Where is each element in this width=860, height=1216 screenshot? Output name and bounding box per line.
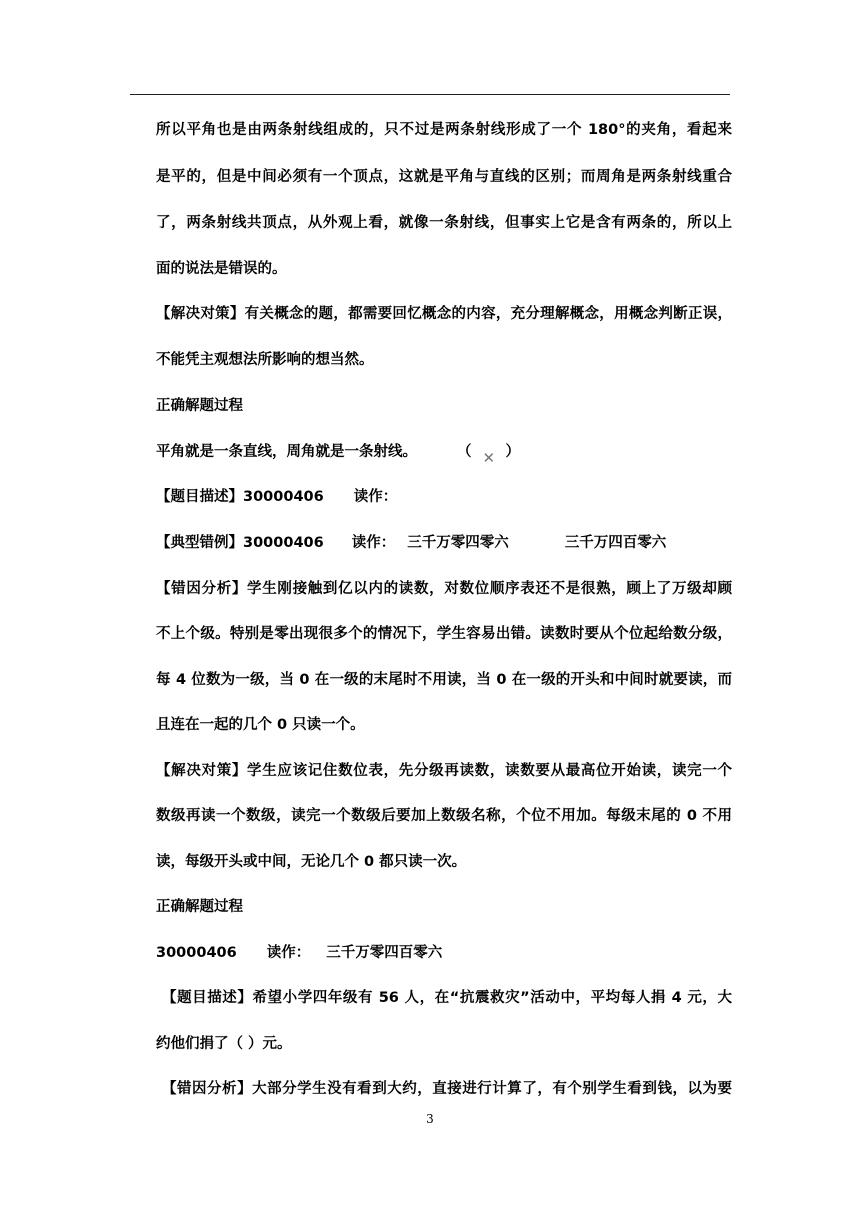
statement-text: 平角就是一条直线，周角就是一条射线。 — [156, 444, 417, 460]
mistake-label: 【典型错例】30000406 — [156, 535, 324, 551]
text-line: 了，两条射线共顶点，从外观上看，就像一条射线，但事实上它是含有两条的，所以上 — [156, 215, 732, 231]
text-line: 数级再读一个数级，读完一个数级后要加上数级名称，个位不用加。每级末尾的 0 不用 — [156, 808, 732, 824]
answer-line — [156, 943, 732, 963]
text-line: 【解决对策】有关概念的题，都需要回忆概念的内容，充分理解概念，用概念判断正误， — [156, 306, 732, 322]
read-label: 读作： — [351, 535, 396, 551]
answer-open: （ — [457, 444, 472, 460]
answer-close: ） — [505, 444, 520, 460]
text-line: 且连在一起的几个 0 只读一个。 — [156, 717, 365, 733]
text-line: 不能凭主观想法所影响的想当然。 — [156, 352, 374, 368]
text-line: 每 4 位数为一级，当 0 在一级的末尾时不用读，当 0 在一级的开头和中间时就要读，而 — [156, 672, 732, 688]
wrong-reading-2: 三千万四百零六 — [564, 535, 667, 551]
text-line: 不上个级。特别是零出现很多个的情况下，学生容易出错。读数时要从个位起给数分级， — [156, 626, 732, 642]
text-line: 【错因分析】学生刚接触到亿以内的读数，对数位顺序表还不是很熟，顾上了万级却顾 — [156, 581, 732, 597]
text-line: 所以平角也是由两条射线组成的，只不过是两条射线形成了一个 180°的夹角，看起来 — [156, 122, 732, 138]
correct-reading: 三千万零四百零六 — [326, 945, 443, 961]
read-label: 读作： — [266, 945, 311, 961]
text-line: 是平的，但是中间必须有一个顶点，这就是平角与直线的区别；而周角是两条射线重合 — [156, 169, 732, 185]
text-line: 面的说法是错误的。 — [156, 261, 287, 277]
cross-mark-icon: ✕ — [482, 449, 496, 467]
number: 30000406 — [156, 945, 237, 961]
header-rule — [130, 94, 730, 95]
text-line: 约他们捐了（ ）元。 — [156, 1036, 292, 1052]
text-line: 【解决对策】学生应该记住数位表，先分级再读数，读数要从最高位开始读，读完一个 — [156, 763, 732, 779]
text-line: 【错因分析】大部分学生没有看到大约，直接进行计算了，有个别学生看到钱，以为要 — [162, 1081, 732, 1097]
mistake-line — [156, 533, 732, 553]
section-heading: 正确解题过程 — [156, 899, 243, 915]
read-label: 读作： — [353, 489, 398, 505]
page-number: 3 — [426, 1112, 434, 1126]
statement-line — [156, 442, 732, 467]
section-heading: 正确解题过程 — [156, 398, 243, 414]
text-line: 读，每级开头或中间，无论几个 0 都只读一次。 — [156, 854, 467, 870]
text-line: 【题目描述】希望小学四年级有 56 人，在“抗震救灾”活动中，平均每人捐 4 元，大 — [162, 990, 732, 1006]
problem-label: 【题目描述】30000406 — [156, 489, 324, 505]
wrong-reading-1: 三千万零四零六 — [407, 535, 509, 551]
problem-line — [156, 487, 732, 507]
